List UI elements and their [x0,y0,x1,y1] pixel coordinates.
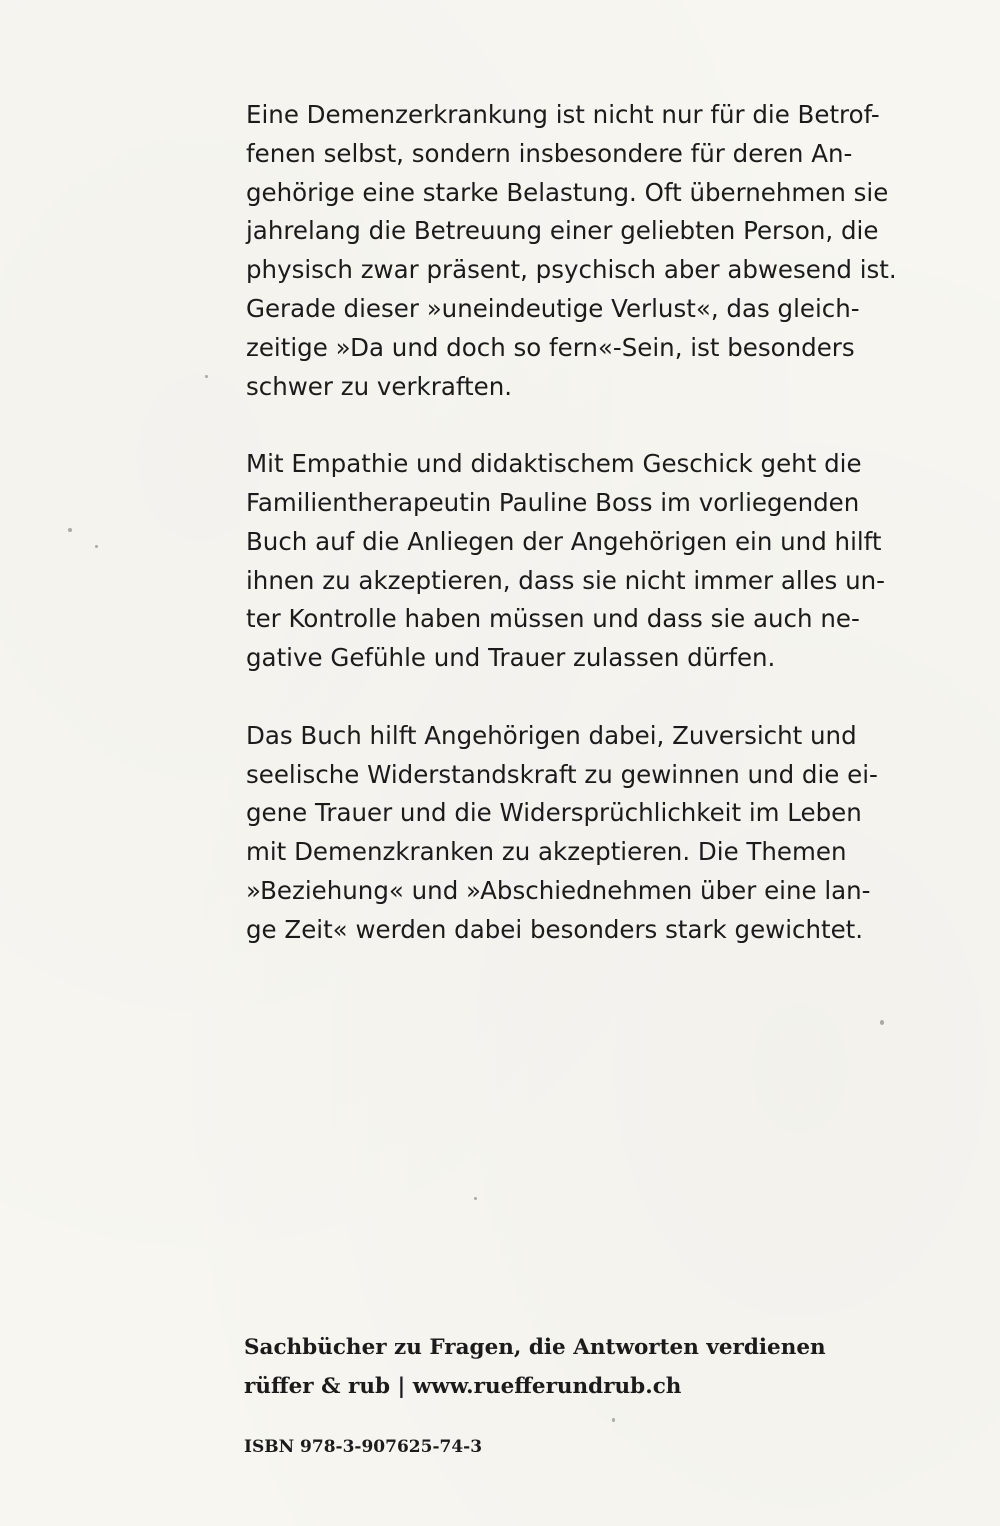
publisher-name-and-url: rüffer & rub | www.ruefferundrub.ch [244,1374,682,1399]
paper-speck [68,528,72,532]
publisher-info [244,1328,944,1406]
text-line: mit Demenzkranken zu akzeptieren. Die Themen [246,837,847,867]
paper-speck [612,1418,615,1422]
text-line: zeitige »Da und doch so fern«-Sein, ist besonders [246,332,855,362]
text-line: schwer zu verkraften. [246,371,513,401]
blurb-paragraph-3 [246,717,946,950]
text-line: ter Kontrolle haben müssen und dass sie auch ne- [246,604,860,634]
text-line: physisch zwar präsent, psychisch aber abwesend ist. [246,255,897,285]
blurb-text [246,96,946,988]
blurb-paragraph-1 [246,96,946,406]
text-line: gative Gefühle und Trauer zulassen dürfen. [246,643,776,673]
text-line: Gerade dieser »uneindeutige Verlust«, das gleich- [246,293,860,323]
text-line: Familientherapeutin Pauline Boss im vorliegenden [246,487,860,517]
text-line: jahrelang die Betreuung einer geliebten Person, die [246,216,879,246]
text-line: ge Zeit« werden dabei besonders stark gewichtet. [246,914,864,944]
text-line: Mit Empathie und didaktischem Geschick geht die [246,449,862,479]
text-line: ihnen zu akzeptieren, dass sie nicht immer alles un- [246,565,885,595]
text-line: fenen selbst, sondern insbesondere für deren An- [246,138,853,168]
publisher-tagline: Sachbücher zu Fragen, die Antworten verdienen [244,1335,826,1360]
text-line: Das Buch hilft Angehörigen dabei, Zuversicht und [246,720,857,750]
paper-speck [205,375,208,378]
text-line: Buch auf die Anliegen der Angehörigen ein und hilft [246,526,882,556]
text-line: »Beziehung« und »Abschiednehmen über eine lan- [246,875,871,905]
paper-speck [474,1197,477,1200]
paper-speck [880,1020,884,1025]
text-line: gene Trauer und die Widersprüchlichkeit im Leben [246,798,862,828]
blurb-paragraph-2 [246,445,946,678]
text-line: gehörige eine starke Belastung. Oft übernehmen sie [246,177,889,207]
isbn-number: ISBN 978-3-907625-74-3 [244,1437,483,1457]
paper-speck [95,545,98,548]
text-line: seelische Widerstandskraft zu gewinnen und die ei- [246,759,878,789]
text-line: Eine Demenzerkrankung ist nicht nur für die Betrof- [246,100,880,129]
